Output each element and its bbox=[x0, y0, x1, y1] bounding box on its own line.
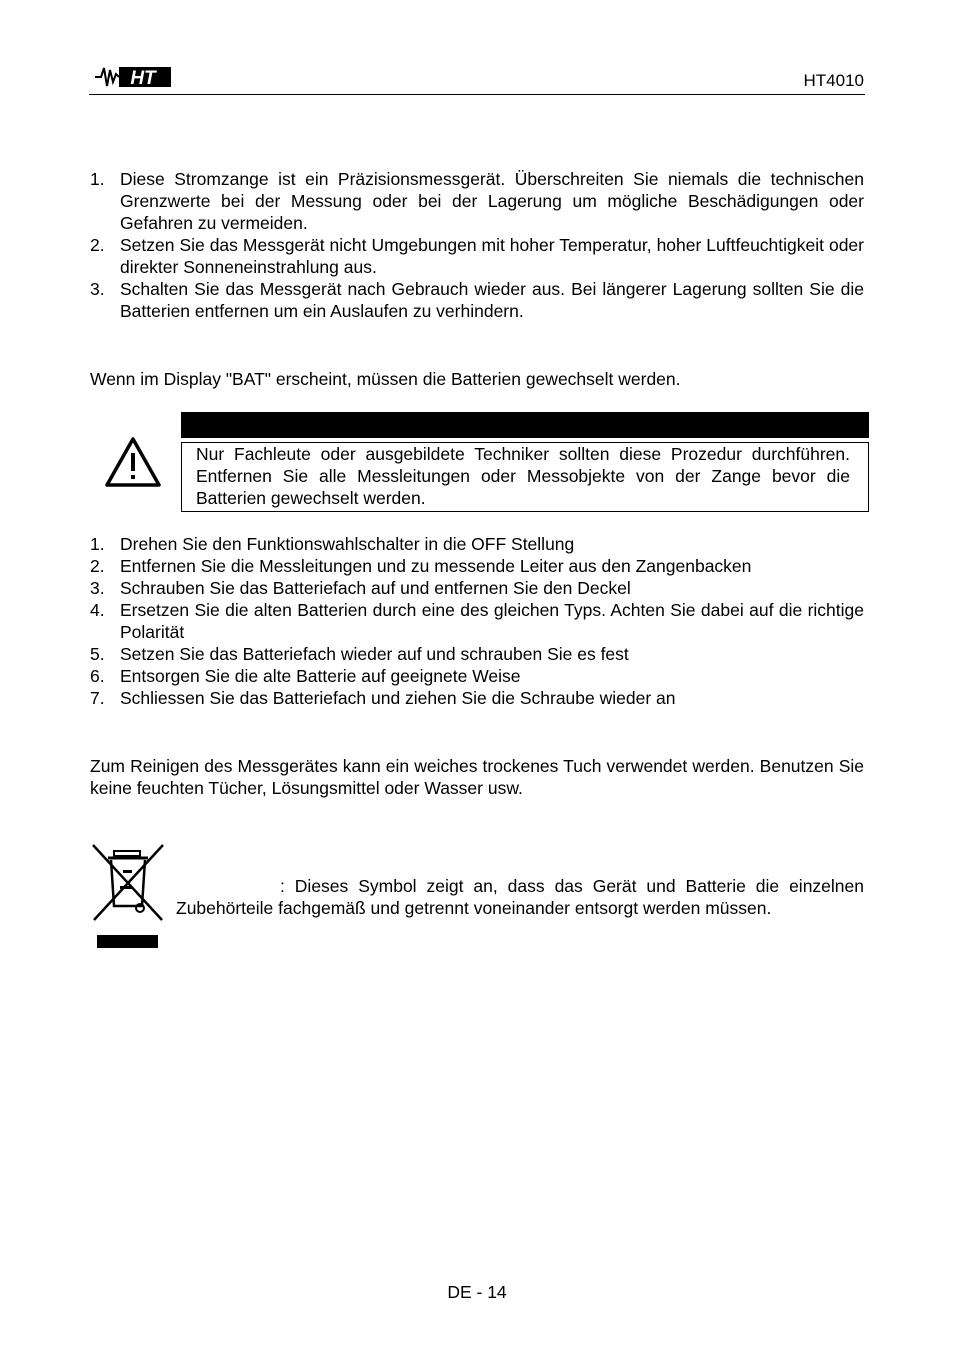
list-item: 3. Schrauben Sie das Batteriefach auf und entfernen Sie den Deckel bbox=[90, 578, 631, 598]
warning-header-bar bbox=[181, 412, 869, 438]
list-item: 5. Setzen Sie das Batteriefach wieder auf und schrauben Sie es fest bbox=[90, 644, 629, 664]
list-item: 6. Entsorgen Sie die alte Batterie auf geeignete Weise bbox=[90, 666, 521, 686]
list-item: 2. Entfernen Sie die Messleitungen und zu messende Leiter aus den Zangenbacken bbox=[90, 556, 752, 576]
list-item: 4. Ersetzen Sie die alten Batterien durch eine des gleichen Typs. Achten Sie dabei auf die richtige Polarität bbox=[90, 600, 864, 642]
logo-text: HT bbox=[130, 68, 156, 89]
list-item: 1. Drehen Sie den Funktionswahlschalter in die OFF Stellung bbox=[90, 534, 575, 554]
care-list bbox=[90, 168, 864, 322]
weee-text: : Dieses Symbol zeigt an, dass das Gerät und Batterie die einzelnen Zubehörteile fachgemäß und getrennt voneinander entsorgt werden müssen. bbox=[176, 876, 864, 918]
model-label: HT4010 bbox=[803, 71, 864, 90]
list-item: 7. Schliessen Sie das Batteriefach und ziehen Sie die Schraube wieder an bbox=[90, 688, 676, 708]
weee-bar bbox=[97, 935, 158, 948]
page-number: DE - 14 bbox=[447, 1282, 507, 1302]
warning-text: Nur Fachleute oder ausgebildete Techniker sollten diese Prozedur durchführen. Entfernen Sie alle Messleitungen oder Messobjekte von der Zange bevor die Batterien gewechselt werden. bbox=[196, 444, 850, 508]
battery-steps-list bbox=[90, 533, 864, 709]
list-item: 1. Diese Stromzange ist ein Präzisionsmessgerät. Überschreiten Sie niemals die technischen Grenzwerte bei der Messung oder bei der Lagerung um mögliche Beschädigungen oder Gefahren zu vermeiden. bbox=[90, 169, 864, 233]
list-item: 2. Setzen Sie das Messgerät nicht Umgebungen mit hoher Temperatur, hoher Luftfeuchtigkeit oder direkter Sonneneinstrahlung aus. bbox=[90, 235, 864, 277]
battery-intro: Wenn im Display "BAT" erscheint, müssen die Batterien gewechselt werden. bbox=[90, 369, 681, 389]
cleaning-text: Zum Reinigen des Messgerätes kann ein weiches trockenes Tuch verwendet werden. Benutzen Sie keine feuchten Tücher, Lösungsmittel oder Wasser usw. bbox=[90, 756, 864, 798]
header-divider bbox=[89, 94, 865, 95]
crossed-out-bin-icon bbox=[90, 842, 166, 924]
list-item: 3. Schalten Sie das Messgerät nach Gebrauch wieder aus. Bei längerer Lagerung sollten Sie die Batterien entfernen um ein Auslaufen zu verhindern. bbox=[90, 279, 864, 321]
warning-triangle-icon bbox=[104, 436, 162, 488]
ht-logo bbox=[93, 64, 173, 90]
